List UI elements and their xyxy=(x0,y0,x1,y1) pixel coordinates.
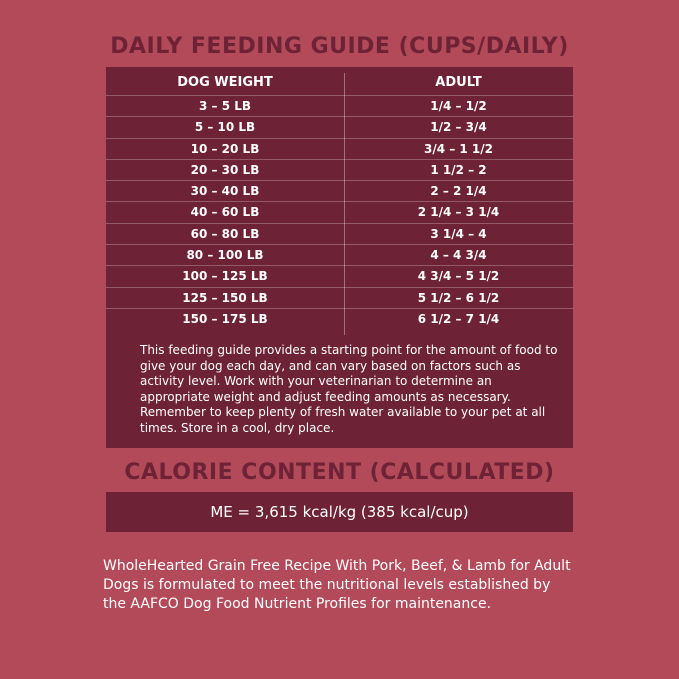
table-row xyxy=(106,159,573,180)
dog-weight-cell: 30 – 40 LB xyxy=(190,184,260,199)
dog-weight-cell: 20 – 30 LB xyxy=(190,162,260,177)
dog-weight-cell: 125 – 150 LB xyxy=(182,290,268,305)
table-header xyxy=(106,75,573,97)
feeding-guide-panel xyxy=(106,67,573,448)
adult-amount-cell: 5 1/2 – 6 1/2 xyxy=(417,290,500,305)
dog-weight-cell: 3 – 5 LB xyxy=(198,99,252,113)
header-dog-weight: DOG WEIGHT xyxy=(177,75,273,90)
header-adult: ADULT xyxy=(435,75,482,90)
dog-weight-cell: 60 – 80 LB xyxy=(190,226,260,241)
adult-amount-cell: 1/2 – 3/4 xyxy=(430,120,487,135)
dog-weight-cell: 10 – 20 LB xyxy=(190,141,260,156)
adult-amount-cell: 3/4 – 1 1/2 xyxy=(423,141,494,156)
table-row xyxy=(106,308,573,329)
feeding-table xyxy=(106,95,573,329)
feeding-note: This feeding guide provides a starting point for the amount of food to give your dog each day, and can vary based on factors such as activity level. Work with your veterinarian to determine an appropriate weight and adjust feeding amounts as necessary. Remember to keep plenty of fresh water available to your pet at all times. Store in a cool, dry place. xyxy=(140,343,558,435)
table-row xyxy=(106,244,573,265)
table-row xyxy=(106,223,573,244)
adult-amount-cell: 4 3/4 – 5 1/2 xyxy=(417,269,500,284)
calorie-value-box xyxy=(106,492,573,532)
table-row xyxy=(106,201,573,222)
dog-weight-cell: 40 – 60 LB xyxy=(190,205,260,220)
adult-amount-cell: 2 1/4 – 3 1/4 xyxy=(417,205,500,220)
table-row xyxy=(106,116,573,137)
dog-weight-cell: 5 – 10 LB xyxy=(194,120,256,135)
table-row xyxy=(106,138,573,159)
table-row xyxy=(106,287,573,308)
table-row xyxy=(106,95,573,116)
calorie-content-title: CALORIE CONTENT (CALCULATED) xyxy=(124,460,555,485)
dog-weight-cell: 100 – 125 LB xyxy=(182,269,268,284)
adult-amount-cell: 1/4 – 1/2 xyxy=(430,99,487,113)
table-row xyxy=(106,265,573,286)
adult-amount-cell: 6 1/2 – 7 1/4 xyxy=(417,311,500,326)
adult-amount-cell: 4 – 4 3/4 xyxy=(430,248,487,263)
adult-amount-cell: 1 1/2 – 2 xyxy=(430,162,487,177)
adult-amount-cell: 2 – 2 1/4 xyxy=(430,184,487,199)
calorie-value: ME = 3,615 kcal/kg (385 kcal/cup) xyxy=(210,503,469,521)
aafco-statement: WholeHearted Grain Free Recipe With Pork, Beef, & Lamb for Adult Dogs is formulated to meet the nutritional levels established by the AAFCO Dog Food Nutrient Profiles for maintenance. xyxy=(103,558,571,612)
dog-weight-cell: 150 – 175 LB xyxy=(182,311,268,326)
feeding-guide-title: DAILY FEEDING GUIDE (CUPS/DAILY) xyxy=(110,34,569,59)
dog-weight-cell: 80 – 100 LB xyxy=(186,248,264,263)
adult-amount-cell: 3 1/4 – 4 xyxy=(430,226,487,241)
table-row xyxy=(106,180,573,201)
